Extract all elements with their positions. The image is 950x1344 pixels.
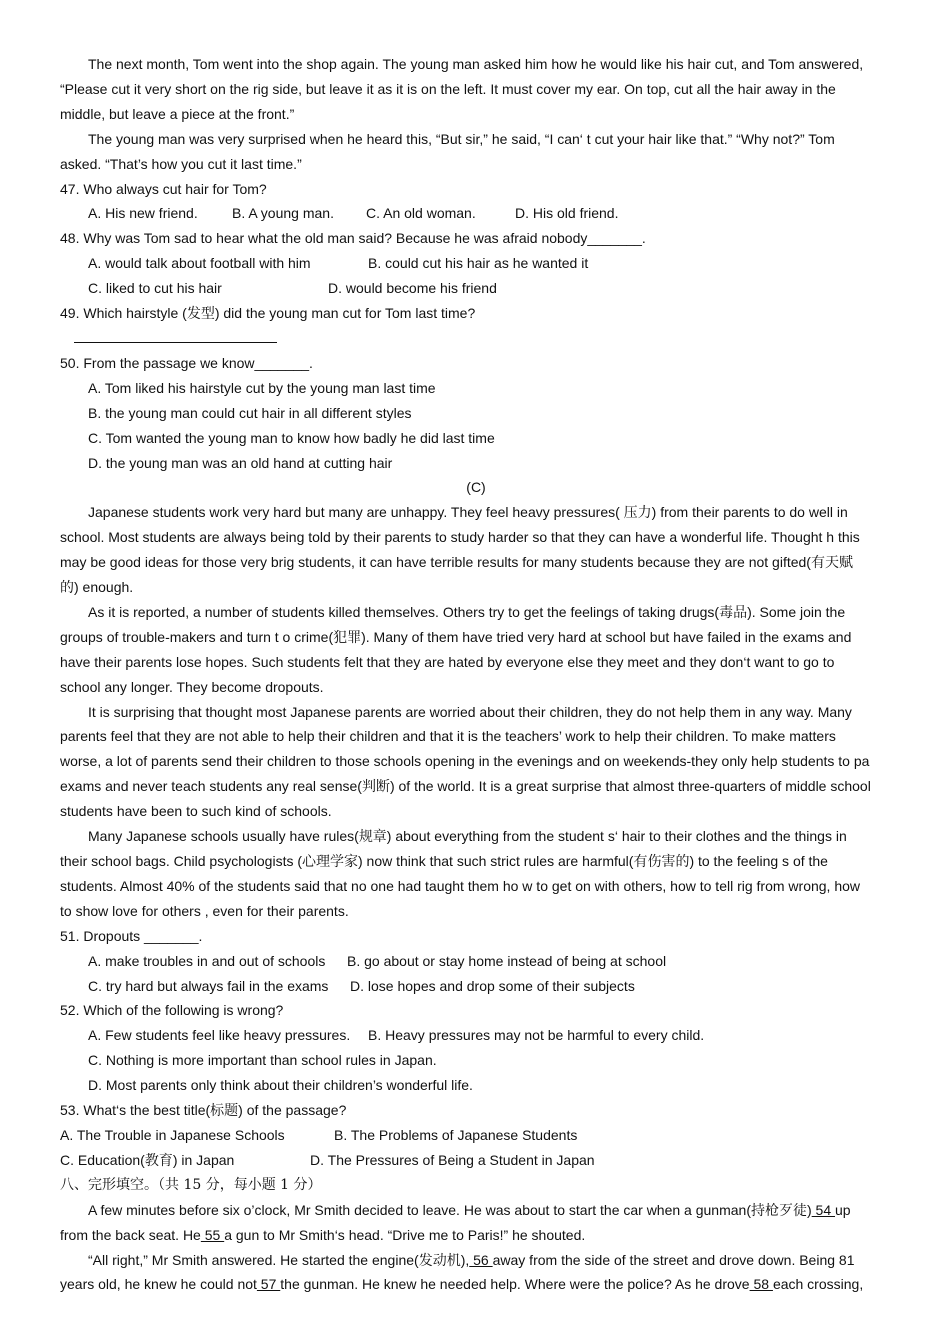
cloze-passage <box>60 1198 892 1298</box>
text-line: groups of trouble-makers and turn t o crime(犯罪). Many of them have tried very hard at school but have failed in the exams and <box>60 628 852 645</box>
question-52 <box>60 998 892 1098</box>
cloze-blank-57[interactable]: 57 <box>256 1276 281 1293</box>
text-line: have their parents lose hopes. Such students felt that they are hated by everyone else they meet and they don‘t want to go to <box>60 653 835 670</box>
option-d: D. would become his friend <box>328 280 497 297</box>
option-b: B. could cut his hair as he wanted it <box>368 255 589 272</box>
cloze-text: the gunman. He knew he needed help. Where were the police? As he drove <box>280 1276 750 1293</box>
option-c: C. liked to cut his hair <box>88 280 222 297</box>
text-line <box>60 1223 892 1248</box>
option-d: D. His old friend. <box>515 205 619 222</box>
option-a: A. His new friend. <box>88 205 198 222</box>
text-line: to show love for others , even for their parents. <box>60 902 349 919</box>
text-line: The young man was very surprised when he heard this, “But sir,” he said, “I can‘ t cut your hair like that.” “Why not?” Tom <box>88 130 835 147</box>
text-line: 的) enough. <box>60 579 134 596</box>
text-line: Many Japanese schools usually have rules(规章) about everything from the student s‘ hair to their clothes and the things in <box>88 828 847 845</box>
cloze-text: up <box>835 1201 851 1218</box>
option-b: B. the young man could cut hair in all different styles <box>88 404 412 421</box>
question-stem: 49. Which hairstyle (发型) did the young man cut for Tom last time? <box>60 305 476 322</box>
cloze-text: years old, he knew he could not <box>60 1276 257 1293</box>
question-stem: 53. What‘s the best title(标题) of the passage? <box>60 1102 347 1119</box>
cloze-blank-58[interactable]: 58 <box>749 1276 773 1293</box>
text-line: exams and never teach students any real sense(判断) of the world. It is a great surprise that almost three-quarters of middle school <box>60 778 871 795</box>
options-row <box>60 201 892 226</box>
text-line: school. Most students are always being told by their parents to study harder so that they can have a wonderful life. Thought h this <box>60 529 860 546</box>
answer-blank-line[interactable] <box>60 326 892 351</box>
cloze-text: A few minutes before six o’clock, Mr Smith decided to leave. He was about to start the car when a gunman(持枪歹徒) <box>88 1201 812 1218</box>
question-47 <box>60 177 892 227</box>
text-line: The next month, Tom went into the shop again. The young man asked him how he would like his hair cut, and Tom answered, <box>88 56 864 72</box>
option-d: D. the young man was an old hand at cutting hair <box>88 454 393 471</box>
option-a: A. make troubles in and out of schools <box>88 952 326 969</box>
option-a: A. The Trouble in Japanese Schools <box>60 1126 285 1143</box>
text-line: may be good ideas for those very brig students, it can have terrible results for many students because they are not gifted(有天赋 <box>60 554 853 571</box>
question-stem: 50. From the passage we know_______. <box>60 354 313 371</box>
option-d: D. Most parents only think about their children’s wonderful life. <box>88 1077 473 1094</box>
question-53 <box>60 1098 892 1173</box>
text-line: middle, but leave a piece at the front.” <box>60 105 295 122</box>
option-a: A. Tom liked his hairstyle cut by the young man last time <box>88 379 436 396</box>
passage-b-continuation <box>60 52 892 177</box>
text-line: It is surprising that thought most Japanese parents are worried about their children, they do not help them in any way. Many <box>88 703 852 720</box>
option-b: B. go about or stay home instead of being at school <box>347 952 667 969</box>
text-line: Japanese students work very hard but many are unhappy. They feel heavy pressures( 压力) from their parents to do well in <box>88 504 848 521</box>
option-b: B. A young man. <box>232 205 334 222</box>
text-line: parents feel that they are not able to help their children and that it is the teachers’ work to help their children. To make matters <box>60 728 836 745</box>
question-49 <box>60 301 892 351</box>
options-row <box>60 949 892 974</box>
option-d: D. The Pressures of Being a Student in Japan <box>310 1151 595 1168</box>
option-c: C. Tom wanted the young man to know how badly he did last time <box>88 429 495 446</box>
cloze-text: a gun to Mr Smith‘s head. “Drive me to Paris!” he shouted. <box>224 1226 586 1243</box>
option-c: C. Education(教育) in Japan <box>60 1151 235 1168</box>
text-line: their school bags. Child psychologists (心理学家) now think that such strict rules are harmful(有伤害的) to the feeling s of the <box>60 853 828 869</box>
text-line: asked. “That’s how you cut it last time.” <box>60 155 302 172</box>
option-d: D. lose hopes and drop some of their subjects <box>350 977 635 994</box>
options-row <box>60 1123 892 1148</box>
section-c-label: (C) <box>466 479 486 496</box>
text-line: As it is reported, a number of students killed themselves. Others try to get the feelings of taking drugs(毒品). Some join the <box>88 603 846 620</box>
option-c: C. An old woman. <box>366 205 476 222</box>
cloze-text: from the back seat. He <box>60 1226 201 1243</box>
section-8-heading: 八、完形填空。（共 15 分，每小题 1 分） <box>60 1176 322 1193</box>
question-stem: 51. Dropouts _______. <box>60 927 203 944</box>
cloze-text: each crossing, <box>772 1276 864 1293</box>
text-line: worse, a lot of parents send their children to those schools opening in the evenings and on weekends-they only help students to pa <box>60 753 870 770</box>
cloze-text: “All right,” Mr Smith answered. He started the engine(发动机), <box>88 1251 470 1268</box>
option-a: A. would talk about football with him <box>88 255 311 272</box>
cloze-blank-54[interactable]: 54 <box>811 1201 836 1218</box>
cloze-blank-55[interactable]: 55 <box>200 1226 225 1243</box>
question-stem: 52. Which of the following is wrong? <box>60 1002 284 1019</box>
exam-page <box>60 52 892 1297</box>
text-line <box>60 1272 892 1297</box>
text-line: students. Almost 40% of the students said that no one had taught them ho w to get on with others, how to tell rig from wrong, how <box>60 877 861 894</box>
passage-c <box>60 500 892 923</box>
question-50 <box>60 351 892 476</box>
text-line <box>60 1248 892 1273</box>
cloze-blank-56[interactable]: 56 <box>469 1251 493 1268</box>
question-51 <box>60 924 892 999</box>
option-c: C. try hard but always fail in the exams <box>88 977 329 994</box>
question-48 <box>60 226 892 301</box>
options-row <box>60 974 892 999</box>
cloze-text: away from the side of the street and drove down. Being 81 <box>492 1251 855 1268</box>
option-b: B. The Problems of Japanese Students <box>334 1126 578 1143</box>
options-row <box>60 251 892 276</box>
question-stem: 47. Who always cut hair for Tom? <box>60 180 267 197</box>
text-line <box>60 1198 892 1223</box>
text-line: “Please cut it very short on the rig side, but leave it as it is on the left. It must cover my ear. On top, cut all the hair away in the <box>60 80 836 97</box>
text-line: students have been to such kind of schools. <box>60 803 332 820</box>
option-c: C. Nothing is more important than school rules in Japan. <box>88 1052 437 1069</box>
option-b: B. Heavy pressures may not be harmful to every child. <box>368 1027 705 1044</box>
option-a: A. Few students feel like heavy pressures. <box>88 1027 351 1044</box>
text-line: school any longer. They become dropouts. <box>60 678 324 695</box>
options-row <box>60 1023 892 1048</box>
options-row <box>60 1148 892 1173</box>
options-row <box>60 276 892 301</box>
question-stem: 48. Why was Tom sad to hear what the old man said? Because he was afraid nobody_______. <box>60 230 646 247</box>
